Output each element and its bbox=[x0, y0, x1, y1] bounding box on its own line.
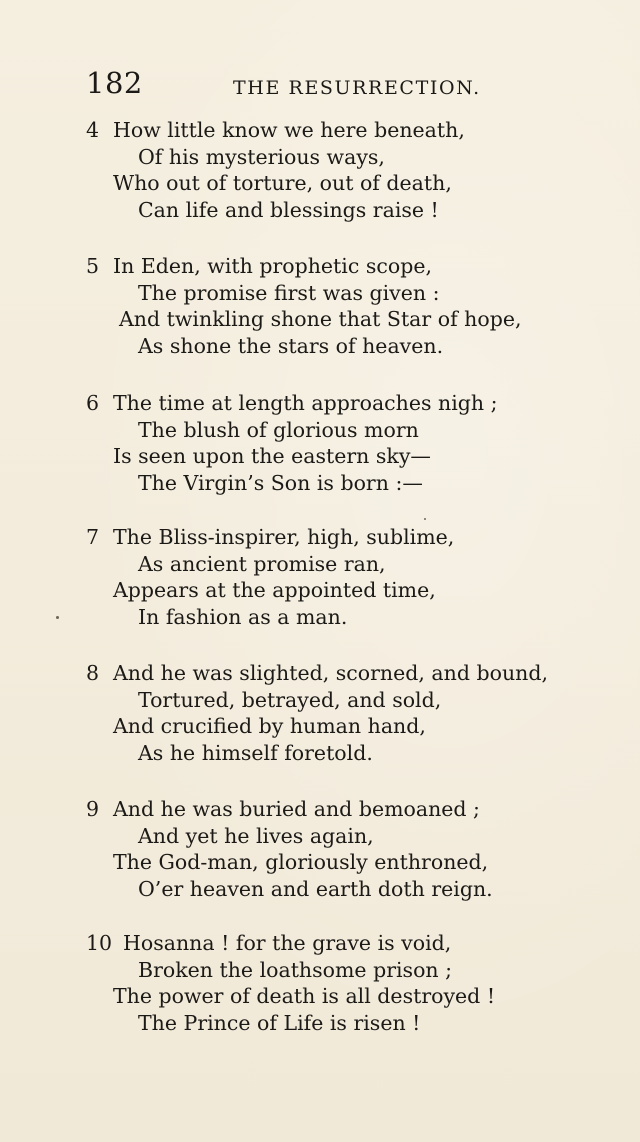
verse-number: 5 bbox=[86, 254, 100, 278]
line-text: As shone the stars of heaven. bbox=[138, 333, 444, 358]
verse-line bbox=[86, 740, 606, 767]
line-text: Appears at the appointed time, bbox=[113, 578, 436, 602]
verse-line bbox=[86, 713, 606, 740]
line-text: The Prince of Life is risen ! bbox=[138, 1010, 421, 1035]
paper-speck bbox=[56, 616, 59, 619]
verse-line bbox=[86, 443, 606, 470]
verse-line bbox=[86, 117, 606, 144]
verse-line bbox=[86, 144, 606, 171]
verse-10 bbox=[86, 930, 606, 1036]
line-text: Tortured, betrayed, and sold, bbox=[138, 687, 442, 712]
verse-line bbox=[86, 470, 606, 497]
verse-number: 9 bbox=[86, 797, 100, 821]
line-text: Broken the loathsome prison ; bbox=[138, 957, 453, 982]
verse-line bbox=[86, 551, 606, 578]
verse-line bbox=[86, 577, 606, 604]
verse-7 bbox=[86, 524, 606, 630]
verse-line bbox=[86, 280, 606, 307]
verse-number: 8 bbox=[86, 661, 100, 685]
line-text: The God-man, gloriously enthroned, bbox=[113, 850, 489, 874]
line-text: And crucified by human hand, bbox=[113, 714, 426, 738]
verse-line bbox=[86, 796, 606, 823]
line-text: And he was buried and bemoaned ; bbox=[113, 797, 480, 821]
line-text: Can life and blessings raise ! bbox=[138, 197, 439, 222]
verse-number: 6 bbox=[86, 391, 100, 415]
verse-line bbox=[86, 333, 606, 360]
line-text: Hosanna ! for the grave is void, bbox=[123, 931, 452, 955]
line-text: The blush of glorious morn bbox=[138, 417, 419, 442]
verse-line bbox=[86, 604, 606, 631]
verse-5 bbox=[86, 253, 606, 359]
verse-line bbox=[86, 1010, 606, 1037]
verse-line bbox=[86, 253, 606, 280]
line-text: How little know we here beneath, bbox=[113, 118, 465, 142]
page-header bbox=[86, 66, 506, 106]
verse-line bbox=[86, 876, 606, 903]
line-text: Of his mysterious ways, bbox=[138, 144, 385, 169]
verse-line bbox=[86, 660, 606, 687]
line-text: Who out of torture, out of death, bbox=[113, 171, 452, 195]
line-text: In Eden, with prophetic scope, bbox=[113, 254, 432, 278]
paper-speck bbox=[424, 518, 426, 520]
verse-8 bbox=[86, 660, 606, 766]
verse-4 bbox=[86, 117, 606, 223]
line-text: The Bliss-inspirer, high, sublime, bbox=[113, 525, 455, 549]
line-text: The Virgin’s Son is born :— bbox=[138, 470, 423, 495]
verse-line bbox=[86, 849, 606, 876]
line-text: In fashion as a man. bbox=[138, 604, 348, 629]
line-text: The time at length approaches nigh ; bbox=[113, 391, 498, 415]
page-number: 182 bbox=[86, 66, 143, 100]
verse-line bbox=[86, 930, 606, 957]
verse-line bbox=[86, 524, 606, 551]
line-text: And twinkling shone that Star of hope, bbox=[119, 307, 522, 331]
verse-line bbox=[86, 957, 606, 984]
verse-line bbox=[86, 390, 606, 417]
verse-6 bbox=[86, 390, 606, 496]
line-text: As he himself foretold. bbox=[138, 740, 373, 765]
running-title: THE RESURRECTION. bbox=[233, 77, 481, 99]
line-text: As ancient promise ran, bbox=[138, 551, 386, 576]
verse-number: 10 bbox=[86, 931, 113, 955]
line-text: Is seen upon the eastern sky— bbox=[113, 444, 431, 468]
verse-number: 7 bbox=[86, 525, 100, 549]
verse-9 bbox=[86, 796, 606, 902]
verse-line bbox=[86, 823, 606, 850]
line-text: And he was slighted, scorned, and bound, bbox=[113, 661, 548, 685]
line-text: And yet he lives again, bbox=[138, 823, 374, 848]
verse-line bbox=[86, 306, 606, 333]
line-text: The power of death is all destroyed ! bbox=[113, 984, 496, 1008]
verse-line bbox=[86, 687, 606, 714]
verse-line bbox=[86, 197, 606, 224]
verse-number: 4 bbox=[86, 118, 100, 142]
verse-line bbox=[86, 417, 606, 444]
line-text: O’er heaven and earth doth reign. bbox=[138, 876, 493, 901]
line-text: The promise first was given : bbox=[138, 280, 440, 305]
verse-line bbox=[86, 170, 606, 197]
verse-line bbox=[86, 983, 606, 1010]
